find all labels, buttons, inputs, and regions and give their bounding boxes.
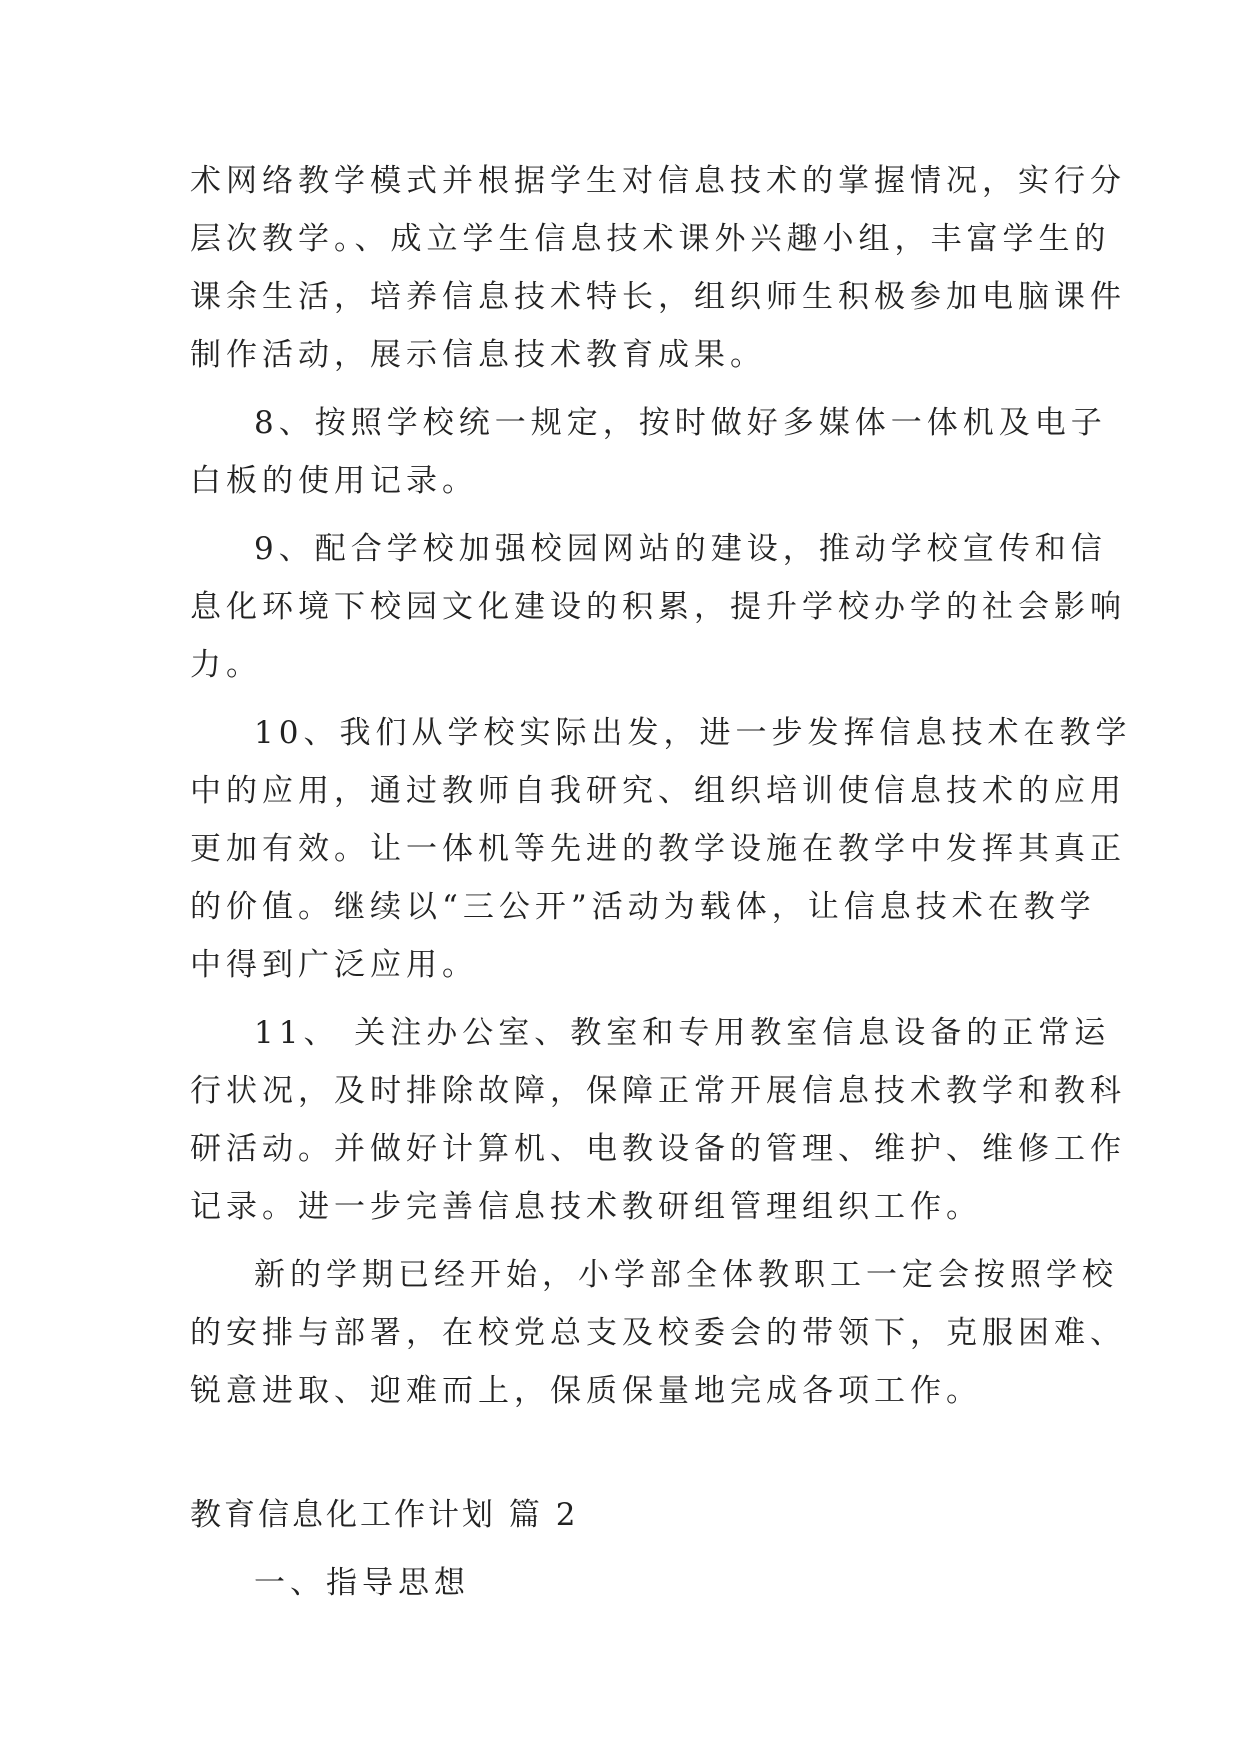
- text-line: 11、 关注办公室、教室和专用教室信息设备的正常运: [254, 1015, 1111, 1051]
- text-line: 的安排与部署，在校党总支及校委会的带领下，克服困难、: [190, 1315, 1126, 1351]
- paragraph-item-8: [190, 394, 1107, 510]
- text-line: 中的应用，通过教师自我研究、组织培训使信息技术的应用: [190, 773, 1126, 809]
- text-line: 中得到广泛应用。: [190, 947, 478, 983]
- text-line: 10、我们从学校实际出发，进一步发挥信息技术在教学: [254, 715, 1132, 751]
- text-line: 白板的使用记录。: [190, 463, 478, 499]
- text-line: 新的学期已经开始，小学部全体教职工一定会按照学校: [254, 1257, 1118, 1293]
- text-line: 9、配合学校加强校园网站的建设，推动学校宣传和信: [254, 531, 1107, 567]
- paragraph-continued: [190, 152, 1126, 384]
- text-line: 制作活动，展示信息技术教育成果。: [190, 337, 766, 373]
- text-line: 的价值。继续以“三公开”活动为载体，让信息技术在教学: [190, 889, 1096, 925]
- text-line: 术网络教学模式并根据学生对信息技术的掌握情况，实行分: [190, 163, 1126, 199]
- section-subheading: 一、指导思想: [254, 1565, 470, 1601]
- text-line: 记录。进一步完善信息技术教研组管理组织工作。: [190, 1189, 982, 1225]
- section-title: 教育信息化工作计划 篇 2: [190, 1497, 579, 1533]
- text-line: 课余生活，培养信息技术特长，组织师生积极参加电脑课件: [190, 279, 1126, 315]
- paragraph-item-11: [190, 1004, 1126, 1236]
- text-line: 锐意进取、迎难而上，保质保量地完成各项工作。: [190, 1373, 982, 1409]
- text-line: 8、按照学校统一规定，按时做好多媒体一体机及电子: [254, 405, 1107, 441]
- document-body: [190, 152, 1132, 1612]
- text-line: 力。: [190, 647, 262, 683]
- paragraph-closing: [190, 1246, 1126, 1420]
- paragraph-item-9: [190, 520, 1126, 694]
- text-line: 更加有效。让一体机等先进的教学设施在教学中发挥其真正: [190, 831, 1126, 867]
- text-line: 层次教学。、成立学生信息技术课外兴趣小组，丰富学生的: [190, 221, 1111, 257]
- text-line: 行状况，及时排除故障，保障正常开展信息技术教学和教科: [190, 1073, 1126, 1109]
- text-line: 研活动。并做好计算机、电教设备的管理、维护、维修工作: [190, 1131, 1126, 1167]
- text-line: 息化环境下校园文化建设的积累，提升学校办学的社会影响: [190, 589, 1126, 625]
- paragraph-item-10: [190, 704, 1132, 994]
